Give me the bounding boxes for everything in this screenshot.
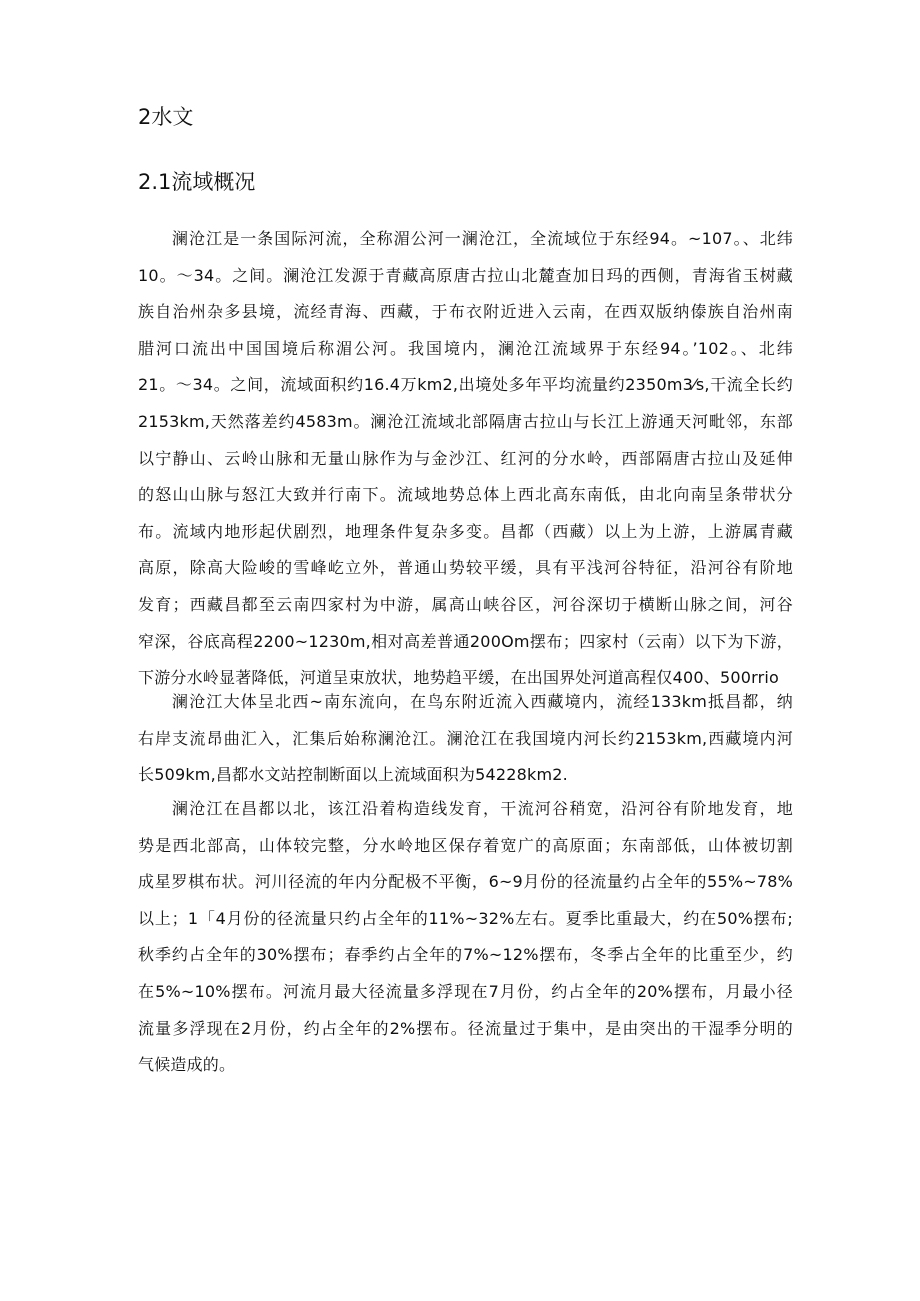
- paragraph-line: 秋季约占全年的30%摆布；春季约占全年的7%~12%摆布，冬季占全年的比重至少，约: [138, 945, 793, 965]
- paragraph-line: 腊河口流出中国国境后称湄公河。我国境内，澜沧江流域界于东经94。’102。、北纬: [138, 338, 793, 358]
- paragraph-line: 势是西北部高，山体较完整，分水岭地区保存着宽广的高原面；东南部低，山体被切割: [138, 835, 793, 855]
- paragraph-line: 以上；1「4月份的径流量只约占全年的11%~32%左右。夏季比重最大，约在50%摆布;: [138, 908, 793, 928]
- paragraph-line: 窄深，谷底高程2200~1230m,相对高差普通200Om摆布；四家村（云南）以下为下游，: [138, 631, 793, 651]
- paragraph-line: 2153km,天然落差约4583m。澜沧江流域北部隔唐古拉山与长江上游通天河毗邻，东部: [138, 412, 793, 431]
- paragraph-line: 布。流域内地形起伏剧烈，地理条件复杂多变。昌都（西藏）以上为上游，上游属青藏: [138, 521, 793, 541]
- paragraph-line: 澜沧江是一条国际河流，全称湄公河一澜沧江，全流域位于东经94。~107。、北纬: [172, 229, 793, 248]
- paragraph-line: 在5%~10%摆布。河流月最大径流量多浮现在7月份，约占全年的20%摆布，月最小径: [138, 982, 793, 1001]
- paragraph-line: 以宁静山、云岭山脉和无量山脉作为与金沙江、红河的分水岭，西部隔唐古拉山及延伸: [138, 448, 793, 468]
- paragraph-line: 21。～34。之间，流域面积约16.4万km2,出境处多年平均流量约2350m3⁄s,干流全长约: [138, 375, 793, 395]
- paragraph-line: 高原，除高大险峻的雪峰屹立外，普通山势较平缓，具有平浅河谷特征，沿河谷有阶地: [138, 558, 793, 578]
- section-heading: 2水文: [138, 105, 194, 129]
- paragraph-line: 族自治州杂多县境，流经青海、西藏，于布衣附近进入云南，在西双版纳傣族自治州南: [138, 302, 793, 322]
- paragraph-line: 发育；西藏昌都至云南四家村为中游，属高山峡谷区，河谷深切于横断山脉之间，河谷: [138, 595, 793, 614]
- paragraph-line: 流量多浮现在2月份，约占全年的2%摆布。径流量过于集中，是由突出的干湿季分明的: [138, 1018, 793, 1038]
- paragraph-line: 10。～34。之间。澜沧江发源于青藏高原唐古拉山北麓查加日玛的西侧，青海省玉树藏: [138, 265, 793, 285]
- paragraph-line: 长509km,昌都水文站控制断面以上流域面积为54228km2.: [138, 765, 568, 785]
- paragraph-line: 下游分水岭显著降低，河道呈束放状，地势趋平缓，在出国界处河道高程仅400、500rrio: [138, 668, 779, 688]
- paragraph-line: 右岸支流昂曲汇入，汇集后始称澜沧江。澜沧江在我国境内河长约2153km,西藏境内河: [138, 728, 793, 748]
- paragraph-line: 澜沧江在昌都以北，该江沿着构造线发育，干流河谷稍宽，沿河谷有阶地发育，地: [172, 799, 793, 818]
- subsection-heading: 2.1流域概况: [138, 170, 256, 194]
- paragraph-line: 澜沧江大体呈北西~南东流向，在鸟东附近流入西藏境内，流经133km抵昌都，纳: [172, 692, 793, 711]
- paragraph-line: 成星罗棋布状。河川径流的年内分配极不平衡，6~9月份的径流量约占全年的55%~78%: [138, 872, 793, 892]
- paragraph-line: 的怒山山脉与怒江大致并行南下。流域地势总体上西北高东南低，由北向南呈条带状分: [138, 485, 793, 505]
- paragraph-line: 气候造成的。: [138, 1055, 236, 1075]
